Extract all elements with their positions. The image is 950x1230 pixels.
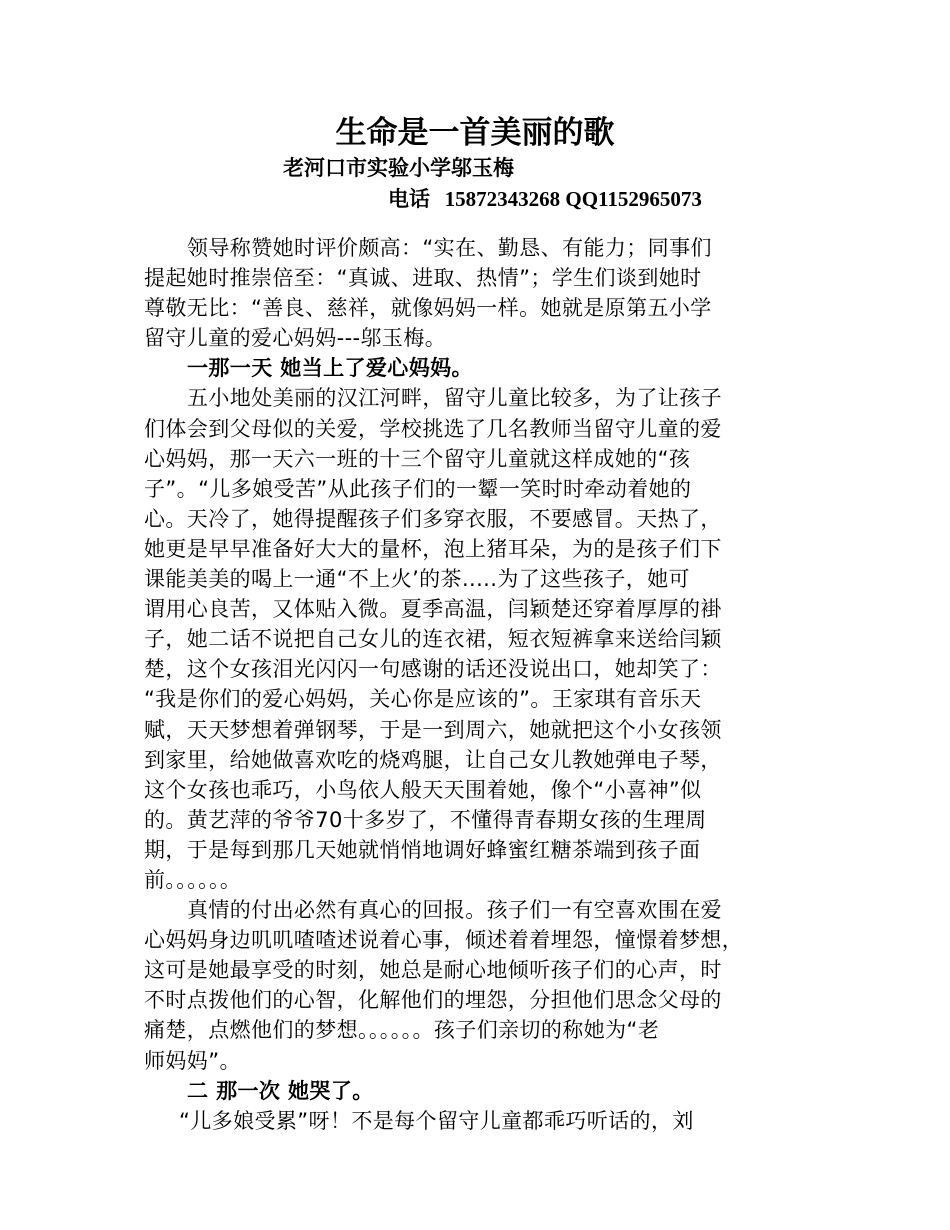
paragraph-line: 子，她二话不说把自己女儿的连衣裙，短衣短裤拿来送给闫颖 <box>144 627 722 652</box>
contact-line <box>388 185 702 213</box>
document-title: 生命是一首美丽的歌 <box>335 115 615 151</box>
paragraph-line: 痛楚，点燃他们的梦想。。。。。。孩子们亲切的称她为“老 <box>144 1018 660 1043</box>
paragraph-line: 她更是早早准备好大大的量杯，泡上猪耳朵，为的是孩子们下 <box>144 536 722 561</box>
paragraph-line: “儿多娘受累”呀！不是每个留守儿童都乖巧听话的，刘 <box>179 1108 694 1133</box>
paragraph-line: 这可是她最享受的时刻，她总是耐心地倾听孩子们的心声，时 <box>144 958 722 983</box>
paragraph-line: 心妈妈身边叽叽喳喳述说着心事，倾述着着埋怨，憧憬着梦想， <box>144 928 744 953</box>
paragraph-line: 课能美美的喝上一通“不上火’的茶.....为了这些孩子，她可 <box>144 567 690 592</box>
paragraph-line: 前。。。。。。 <box>144 867 242 892</box>
paragraph-line: 心妈妈，那一天六一班的十三个留守儿童就这样成她的“孩 <box>144 446 691 471</box>
paragraph-line: 领导称赞她时评价颇高：“实在、勤恳、有能力；同事们 <box>187 236 712 260</box>
paragraph-line: 师妈妈”。 <box>144 1048 241 1073</box>
author-line: 老河口市实验小学邬玉梅 <box>283 156 514 180</box>
article-body <box>144 233 814 1136</box>
contact-numbers: 15872343268 QQ1152965073 <box>444 187 702 211</box>
paragraph-line: 们体会到父母似的关爱，学校挑选了几名教师当留守儿童的爱 <box>144 416 722 441</box>
paragraph-line: “我是你们的爱心妈妈，关心你是应该的”。王家琪有音乐天 <box>144 687 702 712</box>
section-heading: 一那一天 她当上了爱心妈妈。 <box>187 356 473 381</box>
paragraph-line: 五小地处美丽的汉江河畔，留守儿童比较多，为了让孩子 <box>187 386 722 411</box>
paragraph-line: 尊敬无比：“善良、慈祥，就像妈妈一样。她就是原第五小学 <box>144 296 712 321</box>
contact-label: 电话 <box>388 187 430 211</box>
paragraph-line: 提起她时推崇倍至：“真诚、进取、热情”；学生们谈到她时 <box>144 266 702 291</box>
paragraph-line: 心。天冷了，她得提醒孩子们多穿衣服，不要感冒。天热了， <box>144 506 722 531</box>
paragraph-line: 真情的付出必然有真心的回报。孩子们一有空喜欢围在爱 <box>187 898 722 923</box>
paragraph-line: 子”。“儿多娘受苦”从此孩子们的一颦一笑时时牵动着她的 <box>144 476 692 501</box>
paragraph-line: 谓用心良苦，又体贴入微。夏季高温，闫颖楚还穿着厚厚的褂 <box>144 597 722 622</box>
paragraph-line: 不时点拨他们的心智，化解他们的埋怨，分担他们思念父母的 <box>144 988 722 1013</box>
paragraph-line: 的。黄艺萍的爷爷70十多岁了，不懂得青春期女孩的生理周 <box>144 807 707 832</box>
paragraph-line: 赋，天天梦想着弹钢琴，于是一到周六，她就把这个小女孩领 <box>144 717 722 742</box>
paragraph-line: 这个女孩也乖巧，小鸟依人般天天围着她，像个“小喜神”似 <box>144 777 702 802</box>
paragraph-line: 留守儿童的爱心妈妈---邬玉梅。 <box>144 326 447 351</box>
paragraph-line: 期，于是每到那几天她就悄悄地调好蜂蜜红糖茶端到孩子面 <box>144 837 701 862</box>
section-heading: 二 那一次 她哭了。 <box>187 1078 374 1103</box>
paragraph-line: 楚，这个女孩泪光闪闪一句感谢的话还没说出口，她却笑了： <box>144 657 722 682</box>
paragraph-line: 到家里，给她做喜欢吃的烧鸡腿，让自己女儿教她弹电子琴， <box>144 747 722 772</box>
